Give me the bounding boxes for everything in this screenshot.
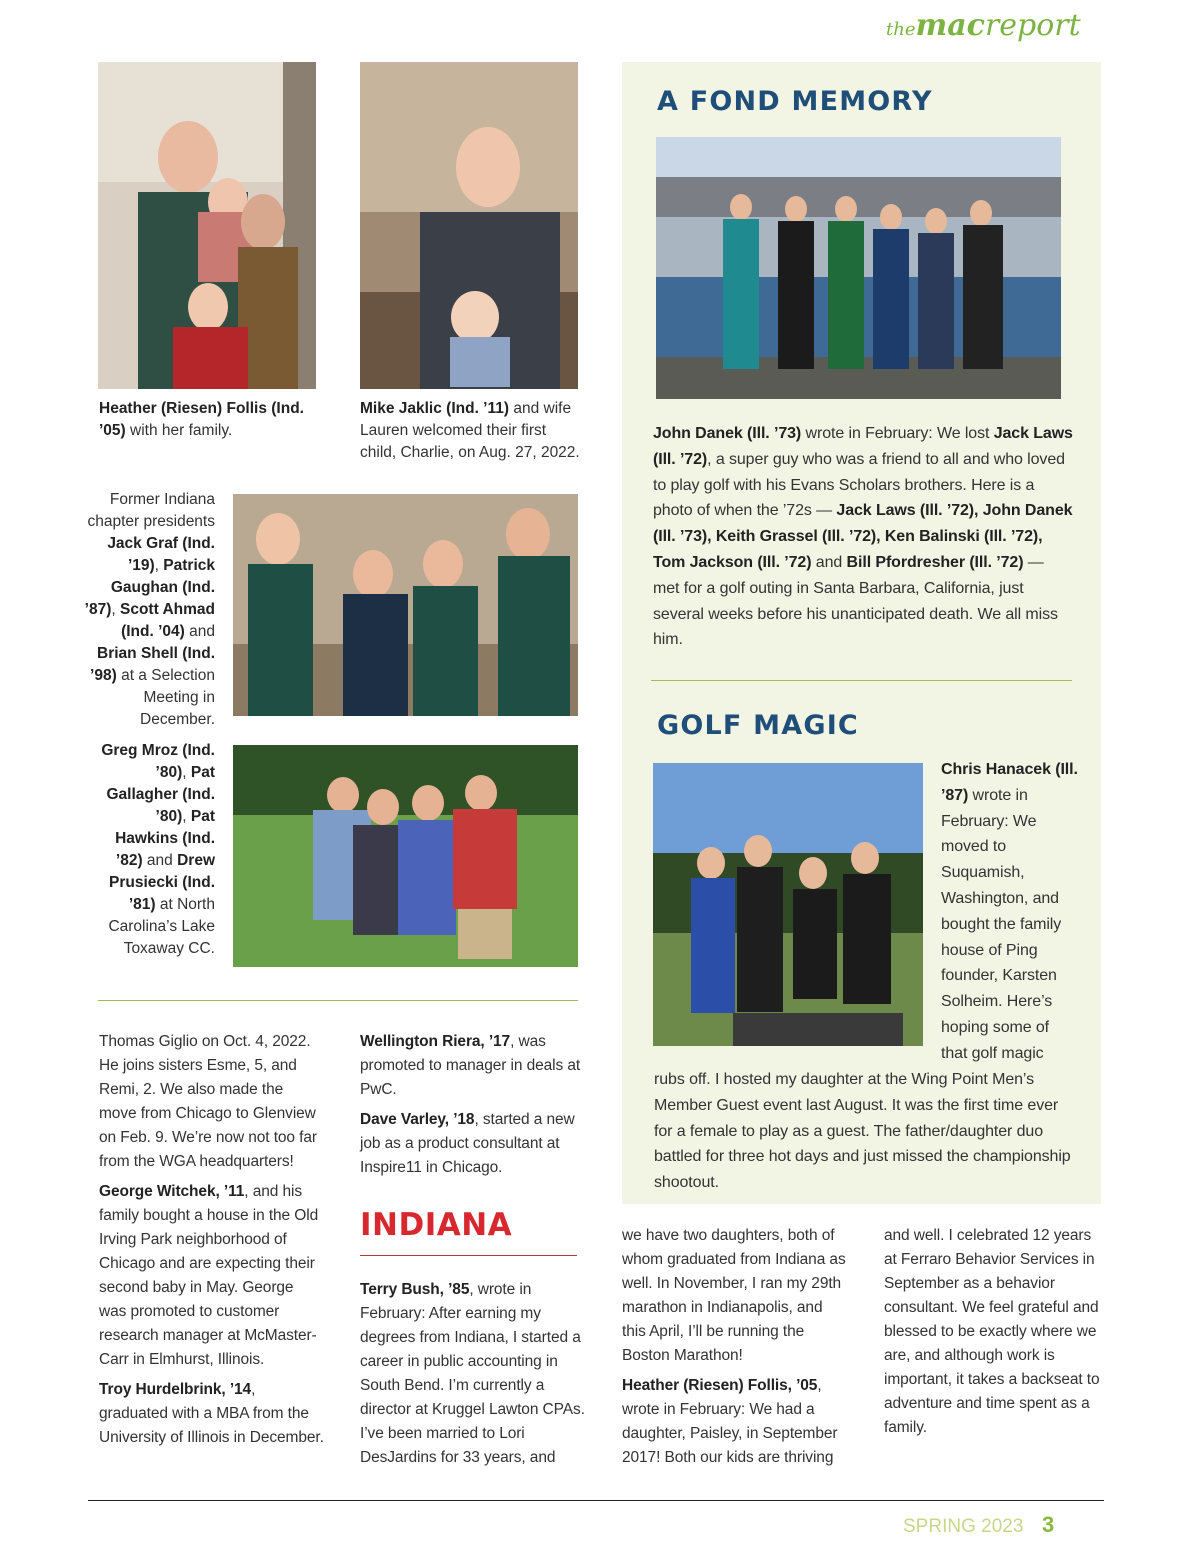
footer-rule bbox=[88, 1500, 1104, 1501]
text-fond-memory: John Danek (Ill. ’73) wrote in February: We lost Jack Laws (Ill. ’72), a super guy who was a friend to all and who loved to play golf with his Evans Scholars brothers. Here is a photo of when the ’72s — Jack Laws (Ill. ’72), John Danek (Ill. ’73), Keith Grassel (Ill. ’72), Ken Balinski (Ill. ’72), Tom Jackson (Ill. ’72) and Bill Pfordresher (Ill. ’72) — met for a golf outing in Santa Barbara, California, just several weeks before his unanticipated death. We all miss him. bbox=[653, 425, 1073, 649]
caption-golfers: Greg Mroz (Ind. ’80), Pat Gallagher (Ind. ’80), Pat Hawkins (Ind. ’82) and Drew Prusiecki (Ind. ’81) at North Carolina’s Lake Toxaway CC. bbox=[101, 742, 215, 957]
divider-left bbox=[98, 1000, 578, 1001]
photo-presidents bbox=[233, 494, 578, 716]
column-2-top: Wellington Riera, ’17, was promoted to manager in deals at PwC. Dave Varley, ’18, started a new job as a product consultant at Inspire11 in Chicago. bbox=[360, 1033, 581, 1176]
column-1: Thomas Giglio on Oct. 4, 2022. He joins sisters Esme, 5, and Remi, 2. We also made the move from Chicago to Glenview on Feb. 9. We’re now not too far from the WGA headquarters! George Witchek, ’11, and his family bought a house in the Old Irving Park neighborhood of Chicago and are expecting their second baby in May. George was promoted to customer research manager at McMaster-Carr in Elmhurst, Illinois. Troy Hurdelbrink, ’14, graduated with a MBA from the University of Illinois in December. bbox=[99, 1033, 324, 1446]
text-golf-magic-side: Chris Hanacek (Ill. ’87) wrote in February: We moved to Suquamish, Washington, and bought the family house of Ping founder, Karsten Solheim. Here’s hoping some of that golf magic bbox=[941, 761, 1078, 1062]
photo-golfers bbox=[233, 745, 578, 967]
heading-fond-memory: A FOND MEMORY bbox=[657, 86, 933, 117]
heading-golf-magic: GOLF MAGIC bbox=[657, 710, 859, 741]
photo-follis-family bbox=[98, 62, 316, 389]
caption-presidents: Former Indiana chapter presidents Jack Graf (Ind. ’19), Patrick Gaughan (Ind. ’87), Scott Ahmad (Ind. ’04) and Brian Shell (Ind. ’98) at a Selection Meeting in December. bbox=[84, 491, 215, 728]
photo-golf-magic bbox=[653, 763, 923, 1046]
photo-jaklic bbox=[360, 62, 578, 389]
photo-fond-memory bbox=[656, 137, 1061, 399]
page-number: 3 bbox=[1042, 1512, 1055, 1537]
column-3: we have two daughters, both of whom graduated from Indiana as well. In November, I ran my 29th marathon in Indianapolis, and this April, I’ll be running the Boston Marathon! Heather (Riesen) Follis, ’05, wrote in February: We had a daughter, Paisley, in September 2017! Both our kids are thriving bbox=[622, 1227, 846, 1466]
masthead-logo: themacreport bbox=[886, 8, 1081, 43]
footer-season: SPRING 2023 bbox=[903, 1516, 1024, 1537]
divider-sidebar bbox=[651, 680, 1072, 681]
heading-indiana: INDIANA bbox=[360, 1207, 513, 1243]
divider-indiana bbox=[360, 1255, 577, 1256]
caption-jaklic: Mike Jaklic (Ind. ’11) and wife Lauren welcomed their first child, Charlie, on Aug. 27, 2022. bbox=[360, 400, 580, 461]
column-2-bottom: Terry Bush, ’85, wrote in February: After earning my degrees from Indiana, I started a career in public accounting in South Bend. I’m currently a director at Kruggel Lawton CPAs. I’ve been married to Lori DesJardins for 33 years, and bbox=[360, 1281, 585, 1466]
text-golf-magic-rest: rubs off. I hosted my daughter at the Wing Point Men’s Member Guest event last August. It was the first time ever for a female to play as a guest. The father/daughter duo battled for three hot days and just missed the championship shootout. bbox=[654, 1071, 1071, 1192]
column-4: and well. I celebrated 12 years at Ferraro Behavior Services in September as a behavior consultant. We feel grateful and blessed to be exactly where we are, and although work is important, it takes a backseat to adventure and time spent as a family. bbox=[884, 1227, 1100, 1436]
caption-follis-family: Heather (Riesen) Follis (Ind. ’05) with her family. bbox=[99, 400, 304, 439]
